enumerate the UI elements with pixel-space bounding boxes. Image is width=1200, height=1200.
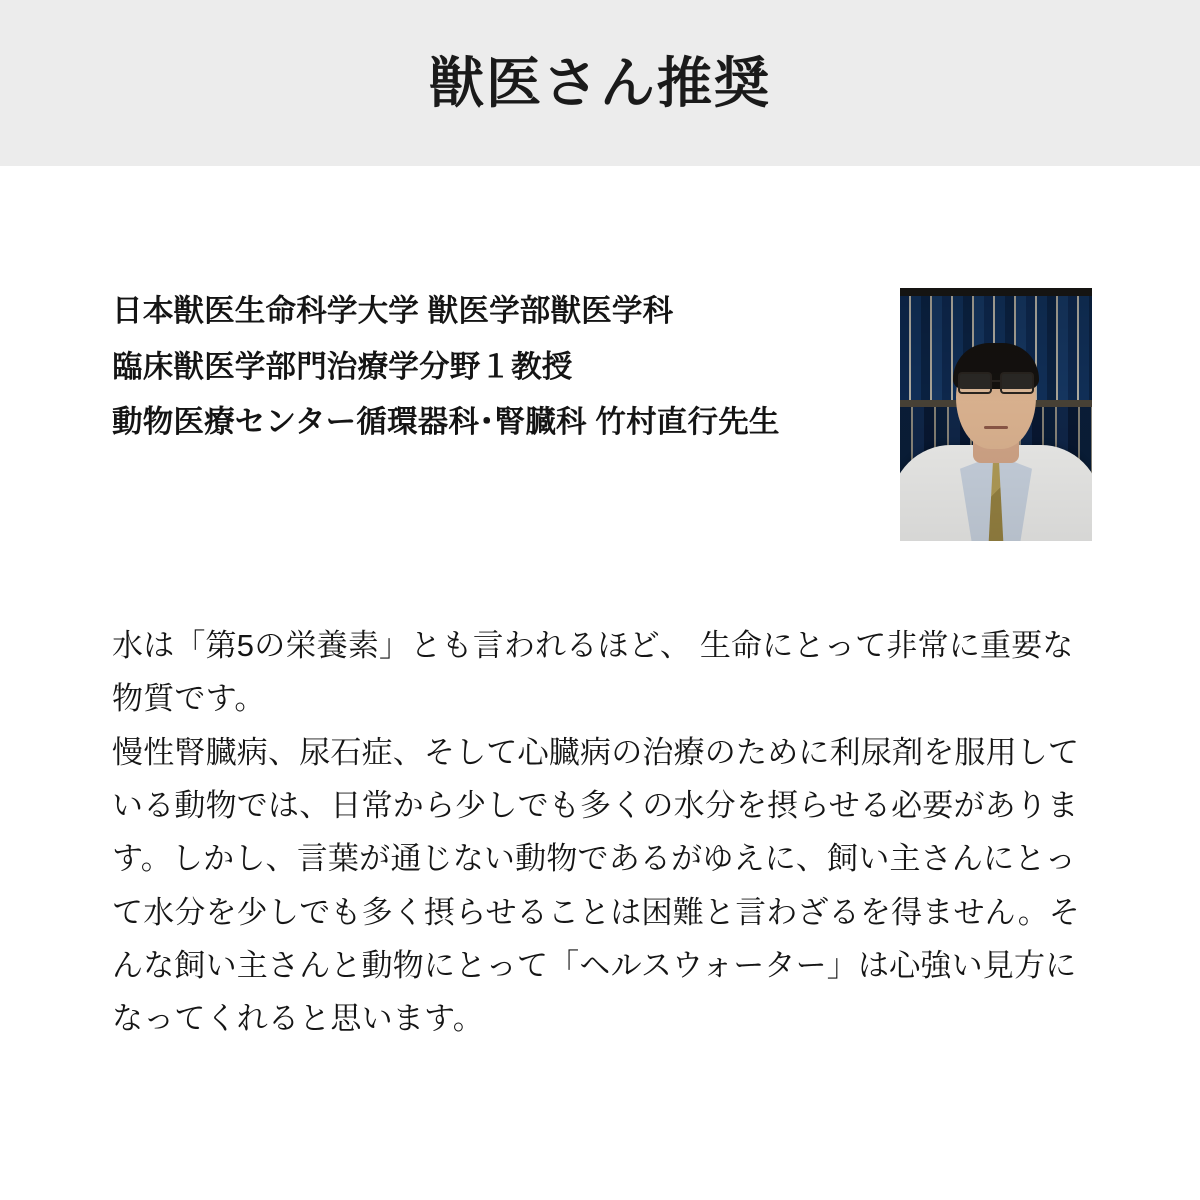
credential-line-center-and-name: 動物医療センター循環器科･腎臓科 竹村直行先生 [112, 405, 780, 439]
mouth [984, 426, 1008, 429]
page-title: 獣医さん推奨 [428, 51, 771, 114]
paragraph-2: 慢性腎臓病、尿石症、そして心臓病の治療のために利尿剤を服用している動物では、日常から少しでも多くの水分を摂らせる必要があります。しかし、言葉が通じない動物であるがゆえに、飼い主さんにとって水分を少しでも多く摂らせることは困難と言わざるを得ません。そんな飼い主さんと動物にとって「ヘルスウォーター」は心強い見方になってくれると思います。 [112, 734, 1081, 1037]
page-header-banner [0, 0, 1200, 166]
testimonial-body [112, 619, 1088, 1046]
credential-line-department: 臨床獣医学部門治療学分野１教授 [112, 349, 573, 384]
eyeglasses-icon [958, 372, 1034, 391]
doctor-profile-section [112, 166, 1088, 541]
eyeglasses-bridge [991, 380, 1001, 382]
paragraph-1: 水は「第5の栄養素」とも言われるほど、 生命にとって非常に重要な物質です。 [112, 628, 1074, 717]
page-content [0, 166, 1200, 1046]
credential-line-university: 日本獣医生命科学大学 獣医学部獣医学科 [112, 294, 674, 328]
doctor-credentials [112, 284, 780, 451]
doctor-portrait-photo [900, 288, 1092, 541]
